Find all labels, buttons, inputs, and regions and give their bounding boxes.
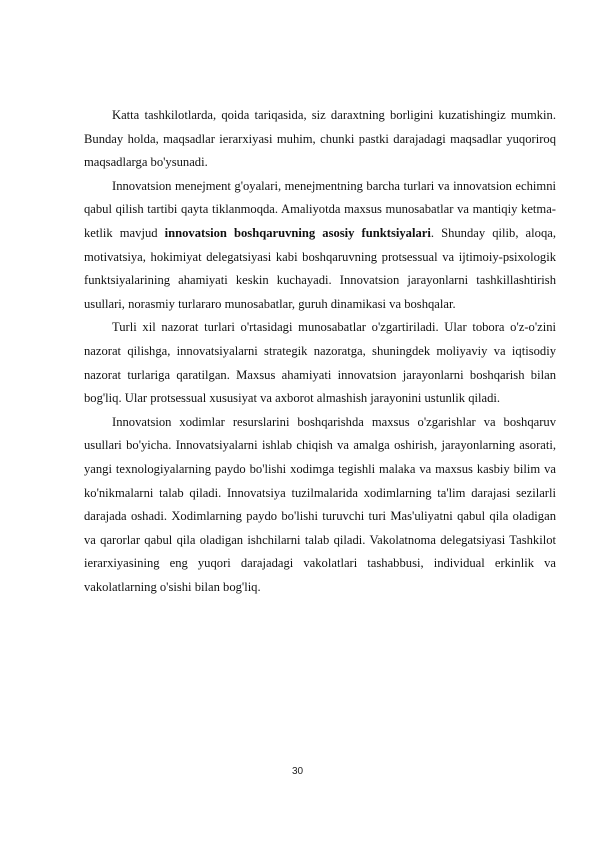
paragraph-2-text-start: Innovatsion menejment g'oyalari, menejmentning barcha turlari va innovatsion echimni qabul qilish tartibi qayta tiklanmoqda. Amaliyotda maxsus munosabatlar va mantiqiy ketma-ketlik mavjud xyxy=(84,178,556,240)
paragraph-2 xyxy=(84,175,556,317)
paragraph-4-text: Innovatsion xodimlar resurslarini boshqarishda maxsus o'zgarishlar va boshqaruv usullari bo'yicha. Innovatsiyalarni ishlab chiqish va amalga oshirish, jarayonlarning asorati, yangi texnologiyalarning paydo bo'lishi xodimga tegishli malaka va maxsus kasbiy bilim va ko'nikmalarni talab qiladi. Innovatsiya tuzilmalarida xodimlarning ta'lim darajasi sezilarli darajada oshadi. Xodimlarning paydo bo'lishi turuvchi turi Mas'uliyatni qabul qila oladigan va qarorlar qabul qila oladigan ishchilarni talab qiladi. Vakolatnoma delegatsiyasi Tashkilot ierarxiyasining eng yuqori darajadagi vakolatlari tashabbusi, individual erkinlik va vakolatlarning o'sishi bilan bog'liq. xyxy=(84,414,556,594)
paragraph-3-text: Turli xil nazorat turlari o'rtasidagi munosabatlar o'zgartiriladi. Ular tobora o'z-o'zini nazorat qilishga, innovatsiyalarni strategik nazoratga, shuningdek moliyaviy va iqtisodiy nazorat turlariga qaratilgan. Maxsus ahamiyati innovatsion jarayonlarni boshqarish bilan bog'liq. Ular protsessual xususiyat va axborot almashish jarayonini ustunlik qiladi. xyxy=(84,320,556,406)
body-text xyxy=(84,104,556,599)
paragraph-2-bold-term: innovatsion boshqaruvning asosiy funktsiyalari xyxy=(164,225,431,240)
paragraph-4 xyxy=(84,411,556,600)
page-number: 30 xyxy=(291,766,304,777)
paragraph-1 xyxy=(84,104,556,175)
paragraph-2-text-end: . Shunday qilib, aloqa, motivatsiya, hokimiyat delegatsiyasi kabi boshqaruvning protsessual va ijtimoiy-psixologik funktsiyalarining ahamiyati keskin kuchayadi. Innovatsion jarayonlarni tashkillashtirish usullari, norasmiy turlararo munosabatlar, guruh dinamikasi va boshqalar. xyxy=(84,225,556,311)
paragraph-3 xyxy=(84,316,556,410)
paragraph-1-text: Katta tashkilotlarda, qoida tariqasida, siz daraxtning borligini kuzatishingiz mumkin. Bunday holda, maqsadlar ierarxiyasi muhim, chunki pastki darajadagi maqsadlar yuqoriroq maqsadlarga bo'ysunadi. xyxy=(84,108,556,170)
